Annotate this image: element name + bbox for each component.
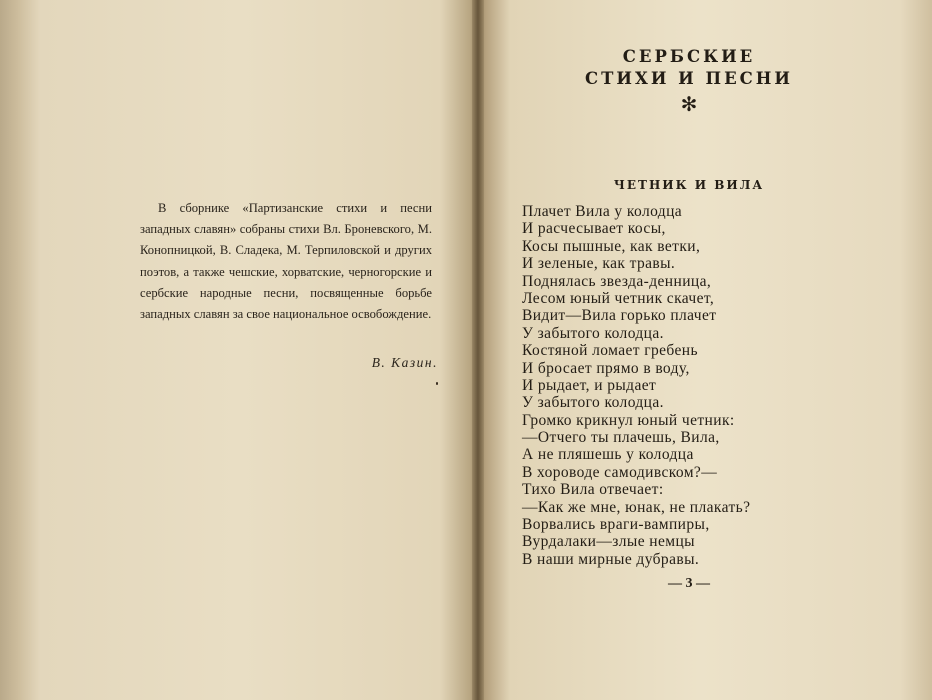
right-page [484,0,932,700]
poem-line: Поднялась звезда-денница, [522,272,712,290]
poem-line: Вурдалаки—злые немцы [522,533,695,551]
poem-line: Плачет Вила у колодца [522,203,683,220]
paper-speck [436,382,438,385]
poem-line: Громко крикнул юный четник: [522,411,735,429]
poem-line: И бросает прямо в воду, [522,359,690,377]
poem-line: У забытого колодца. [522,394,664,412]
poem-line: —Отчего ты плачешь, Вила, [522,429,720,447]
poem-title: ЧЕТНИК И ВИЛА [613,178,765,192]
book-title-line-1: СЕРБСКИЕ [622,47,756,66]
page-number: — 3 — [668,576,710,591]
poem-line: И расчесывает косы, [522,220,666,238]
poem-line: И рыдает, и рыдает [522,376,657,394]
book-title-line-2: СТИХИ И ПЕСНИ [585,69,793,88]
asterisk-ornament-icon: ✻ [680,92,698,116]
poem-line: А не пляшешь у колодца [522,446,694,464]
poem-line: И зеленые, как травы. [522,255,676,273]
left-page [28,0,474,700]
poem-line: Лесом юный четник скачет, [522,289,715,307]
poem-line: Тихо Вила отвечает: [522,481,664,499]
editor-signature: В. Казин. [371,355,438,370]
poem-line: —Как же мне, юнак, не плакать? [522,498,751,516]
poem-text [522,203,822,568]
poem-line: Видит—Вила горько плачет [522,307,717,325]
book-title [584,46,794,90]
poem-line: Косы пышные, как ветки, [522,237,701,255]
editor-note: В сборнике «Партизанские стихи и песни западных славян» собраны стихи Вл. Броневского, М. Конопницкой, В. Сладека, М. Терпиловской и других поэтов, а также чешские, хорватские, черногорские и сербские народные песни, посвященные борьбе западных славян за свое национальное освобождение. [140,201,432,322]
poem-line: Ворвались враги-вампиры, [522,516,710,534]
book-spine [472,0,484,700]
poem-line: В наши мирные дубравы. [522,550,700,568]
poem-line: Костяной ломает гребень [522,342,698,360]
poem-line: В хороводе самодивском?— [522,463,718,481]
poem-line: У забытого колодца. [522,324,664,342]
